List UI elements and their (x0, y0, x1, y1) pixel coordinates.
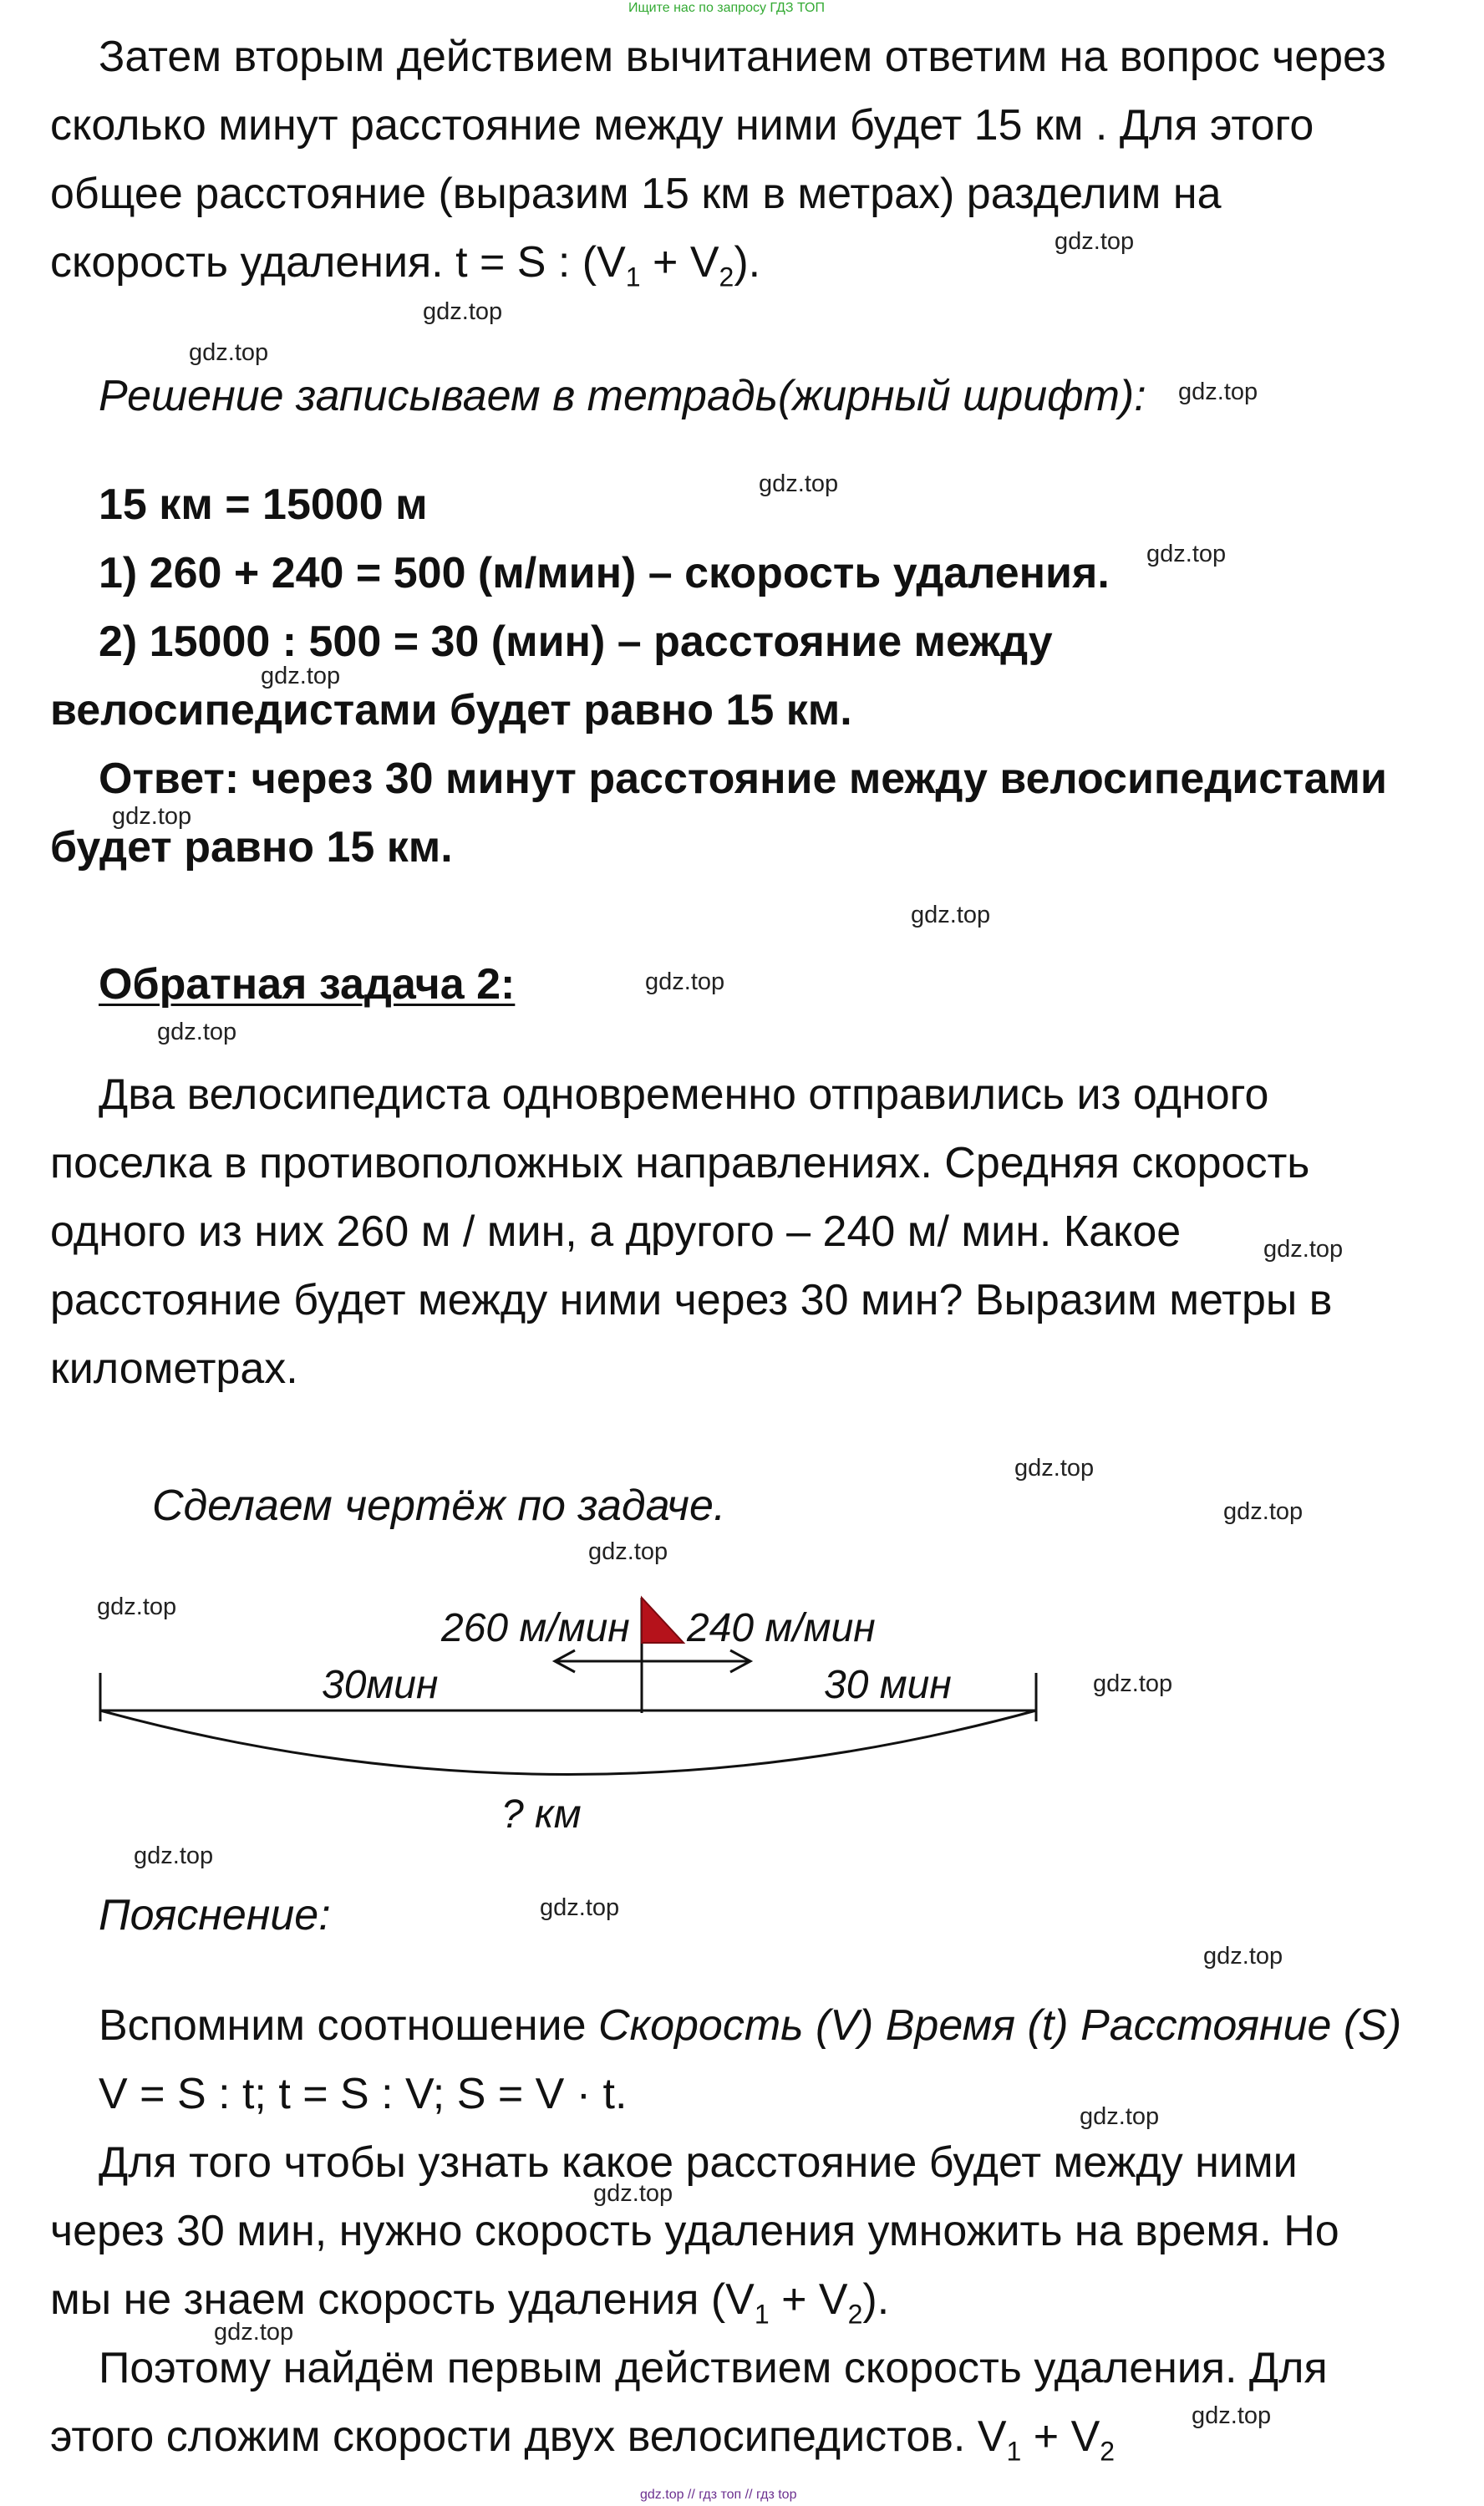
explanation-line (50, 2412, 1115, 2476)
distance-label: ? км (501, 1792, 582, 1837)
task-line: Два велосипедиста одновременно отправились из одного (99, 1070, 1269, 1119)
watermark: gdz.top (540, 1894, 620, 1921)
watermark: gdz.top (593, 2180, 673, 2207)
paragraph-line: Затем вторым действием вычитанием ответим на вопрос через (99, 33, 1386, 81)
solution-line: велосипедистами будет равно 15 км. (50, 686, 852, 735)
watermark: gdz.top (1192, 2402, 1272, 2429)
watermark: gdz.top (423, 298, 503, 325)
subscript: 1 (1006, 2436, 1022, 2467)
watermark: gdz.top (1055, 228, 1135, 255)
answer-line: будет равно 15 км. (50, 823, 453, 872)
watermark: gdz.top (134, 1843, 214, 1869)
distance-brace (100, 1710, 1036, 1775)
explanation-text: этого сложим скорости двух велосипедистов. V (50, 2412, 1007, 2461)
watermark: gdz.top (588, 1538, 668, 1565)
watermark: gdz.top (911, 902, 991, 928)
paragraph-line: сколько минут расстояние между ними будет 15 км . Для этого (50, 101, 1314, 150)
recall-line (99, 2000, 1401, 2051)
answer-line: Ответ: через 30 минут расстояние между велосипедистами (99, 755, 1387, 803)
top-banner: Ищите нас по запросу ГДЗ ТОП (628, 1, 825, 15)
subscript: 2 (847, 2299, 863, 2330)
subscript: 2 (1100, 2436, 1116, 2467)
speed-right-label: 240 м/мин (687, 1606, 876, 1650)
explanation-line: Поэтому найдём первым действием скорость удаления. Для (99, 2344, 1328, 2392)
section-title: Обратная задача 2: (99, 960, 516, 1009)
recall-quantities: Скорость (V) Время (t) Расстояние (S) (597, 2001, 1402, 2050)
time-left-label: 30мин (322, 1663, 439, 1707)
explanation-line (50, 2275, 889, 2339)
watermark: gdz.top (189, 339, 269, 366)
drawing-caption: Сделаем чертёж по задаче. (152, 1482, 726, 1530)
watermark: gdz.top (645, 968, 725, 995)
bottom-banner: gdz.top // гдз топ // гдз top (640, 2488, 797, 2502)
watermark: gdz.top (261, 663, 341, 689)
task-line: расстояние будет между ними через 30 мин? Выразим метры в (50, 1276, 1333, 1324)
subscript: 1 (625, 262, 641, 292)
watermark: gdz.top (1014, 1455, 1095, 1482)
watermark: gdz.top (214, 2319, 294, 2346)
speed-left-label: 260 м/мин (441, 1606, 630, 1650)
explanation-label: Пояснение: (99, 1891, 331, 1939)
watermark: gdz.top (1223, 1498, 1304, 1525)
watermark: gdz.top (97, 1594, 177, 1620)
formula-text: + V (640, 238, 719, 287)
explanation-text: ). (862, 2275, 890, 2324)
flag-icon (642, 1598, 684, 1643)
watermark: gdz.top (157, 1019, 237, 1045)
time-right-label: 30 мин (824, 1663, 952, 1707)
explanation-line: Для того чтобы узнать какое расстояние будет между ними (99, 2138, 1298, 2187)
watermark: gdz.top (1093, 1670, 1173, 1697)
formulas-line: V = S : t; t = S : V; S = V · t. (99, 2070, 628, 2118)
explanation-text: + V (769, 2275, 848, 2324)
explanation-line: через 30 мин, нужно скорость удаления умножить на время. Но (50, 2207, 1339, 2255)
formula-text: ). (734, 238, 761, 287)
subscript: 2 (719, 262, 734, 292)
watermark: gdz.top (759, 470, 839, 497)
task-line: одного из них 260 м / мин, а другого – 240 м/ мин. Какое (50, 1207, 1182, 1256)
watermark: gdz.top (1146, 541, 1227, 567)
paragraph-line: общее расстояние (выразим 15 км в метрах) разделим на (50, 170, 1222, 218)
watermark: gdz.top (1080, 2103, 1160, 2130)
recall-text: Вспомним соотношение (99, 2001, 598, 2050)
task-line: поселка в противоположных направлениях. Средняя скорость (50, 1139, 1310, 1187)
solution-line: 1) 260 + 240 = 500 (м/мин) – скорость удаления. (99, 549, 1110, 597)
subscript: 1 (754, 2299, 770, 2330)
formula-text: скорость удаления. t = S : (V (50, 238, 626, 287)
solution-line: 15 км = 15000 м (99, 480, 428, 529)
solution-intro: Решение записываем в тетрадь(жирный шрифт): (99, 372, 1146, 420)
task-line: километрах. (50, 1344, 298, 1393)
solution-line: 2) 15000 : 500 = 30 (мин) – расстояние между (99, 618, 1053, 666)
watermark: gdz.top (1203, 1943, 1283, 1970)
explanation-text: + V (1021, 2412, 1100, 2461)
watermark: gdz.top (1178, 379, 1258, 405)
watermark: gdz.top (112, 803, 192, 830)
watermark: gdz.top (1263, 1236, 1344, 1263)
explanation-text: мы не знаем скорость удаления (V (50, 2275, 755, 2324)
